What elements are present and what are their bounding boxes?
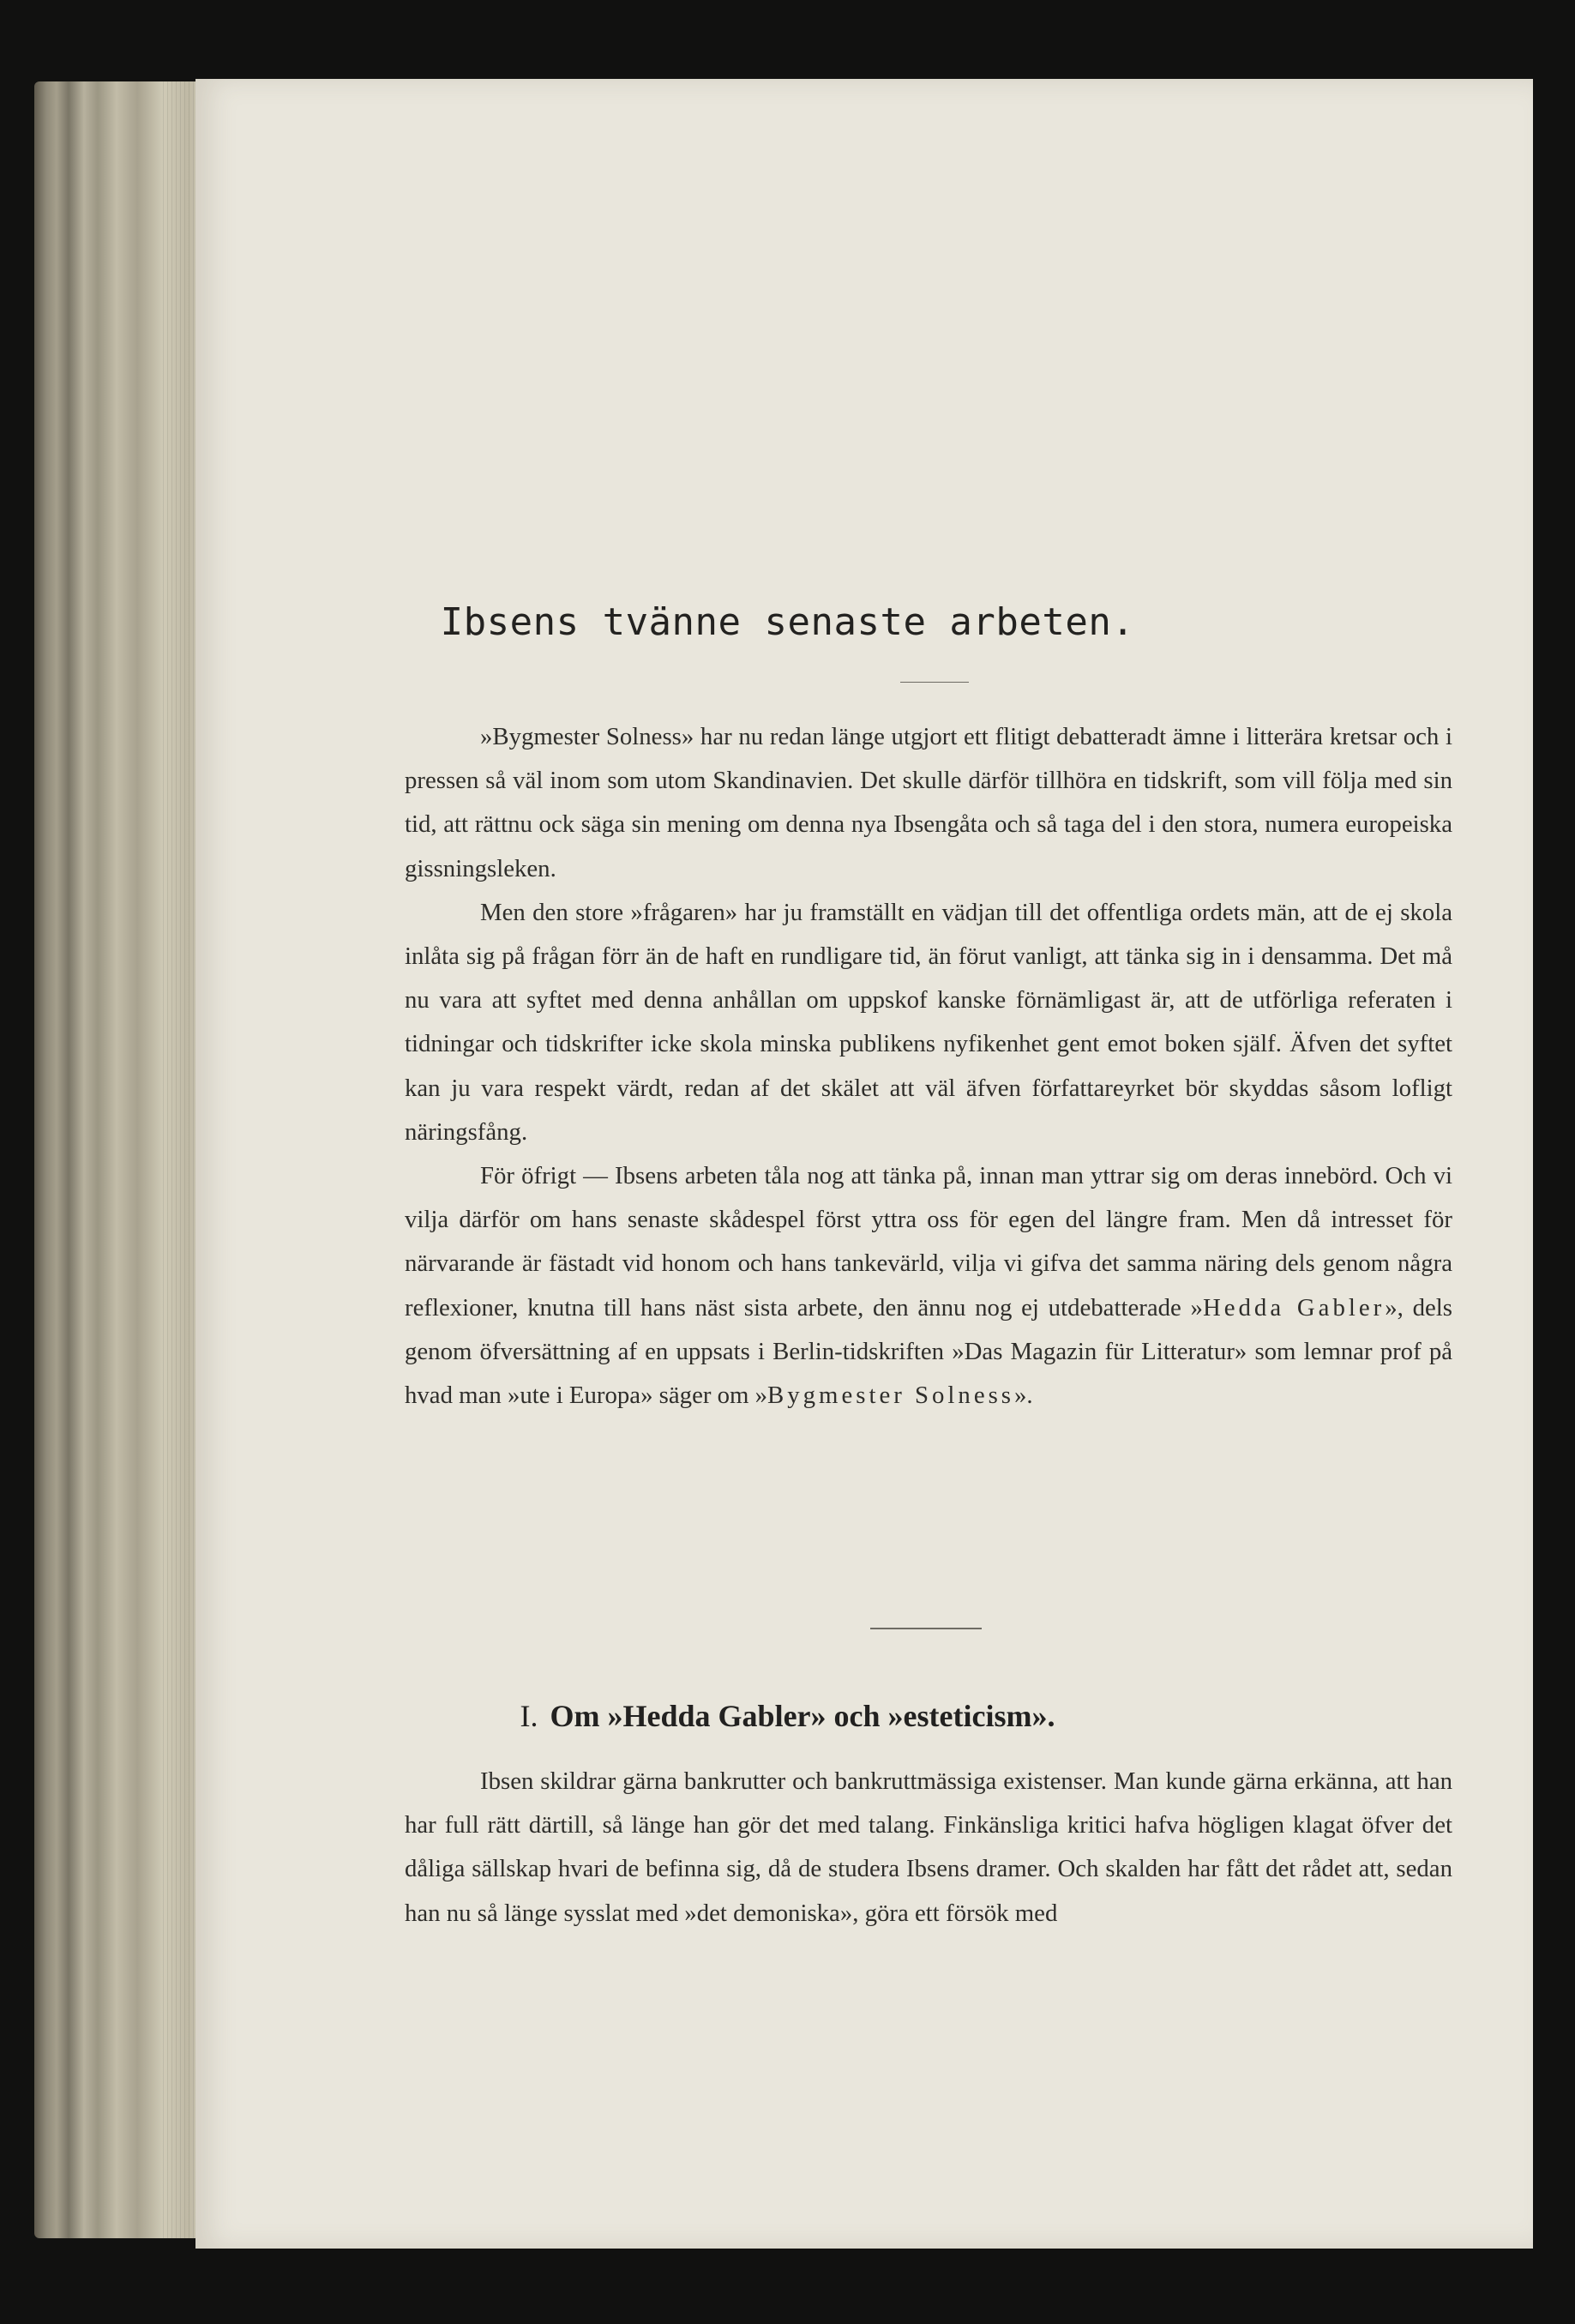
section-heading (0, 1698, 1575, 1734)
section-body (405, 1760, 1452, 1936)
article-title: Ibsens tvänne senaste arbeten. (440, 600, 1135, 644)
paragraph-3-part-2: », dels genom öfversättning af en uppsats i Berlin-tidskriften »Das Magazin für Litteratur» som lemnar prof på hvad man »ute i Europa» säger om » (405, 1293, 1452, 1410)
section-paragraph-1: Ibsen skildrar gärna bankrutter och bankruttmässiga existenser. Man kunde gärna erkänna, att han har full rätt därtill, så länge han gör det med talang. Finkänsliga kritici hafva högligen klagat öfver det dåliga sällskap hvari de befinna sig, då de studera Ibsens dramer. Och skalden har fått det rådet att, sedan han nu så länge sysslat med »det demoniska», göra ett försök med (405, 1767, 1452, 1927)
paragraph-1: »Bygmester Solness» har nu redan länge utgjort ett flitigt debatteradt ämne i litterära kretsar och i pressen så väl inom som utom Skandinavien. Det skulle därför tillhöra en tidskrift, som vill följa med sin tid, att rättnu ock säga sin mening om denna nya Ibsengåta och så taga del i den stora, numera europeiska gissningsleken. (405, 723, 1452, 882)
paragraph-3-title-hedda: Hedda Gabler (1202, 1293, 1386, 1322)
section-number: I. (520, 1699, 538, 1733)
paragraph-2: Men den store »frågaren» har ju framställt en vädjan till det offentliga ordets män, att de ej skola inlåta sig på frågan förr än de haft en rundligare tid, än förut vanligt, att tänka sig in i densamma. Det må nu vara att syftet med denna anhållan om uppskof kanske förnämligast är, att de utförliga referaten i tidningar och tidskrifter icke skola minska publikens nyfikenhet gent emot boken själf. Äfven det syftet kan ju vara respekt värdt, redan af det skälet att väl äfven författareyrket bör skyddas såsom lofligt näringsfång. (405, 898, 1452, 1146)
paragraph-3-part-3: ». (1014, 1382, 1033, 1410)
paragraph-3-title-solness: Bygmester Solness (767, 1382, 1015, 1410)
paragraph-3 (405, 1154, 1452, 1418)
paragraph-3-part-1: För öfrigt — Ibsens arbeten tåla nog att tänka på, innan man yttrar sig om deras innebörd. Och vi vilja därför om hans senaste skådespel först yttra oss för egen del längre fram. Men då intresset för närvarande är fästadt vid honom och hans tankevärld, vilja vi gifva det samma näring dels genom några reflexioner, knutna till hans näst sista arbete, den ännu nog ej utdebatterade » (405, 1162, 1452, 1322)
book-page-edges (34, 81, 214, 2238)
section-divider (870, 1628, 982, 1629)
article-intro (405, 715, 1452, 1418)
section-title: Om »Hedda Gabler» och »esteticism». (550, 1699, 1055, 1733)
title-divider (900, 682, 969, 683)
